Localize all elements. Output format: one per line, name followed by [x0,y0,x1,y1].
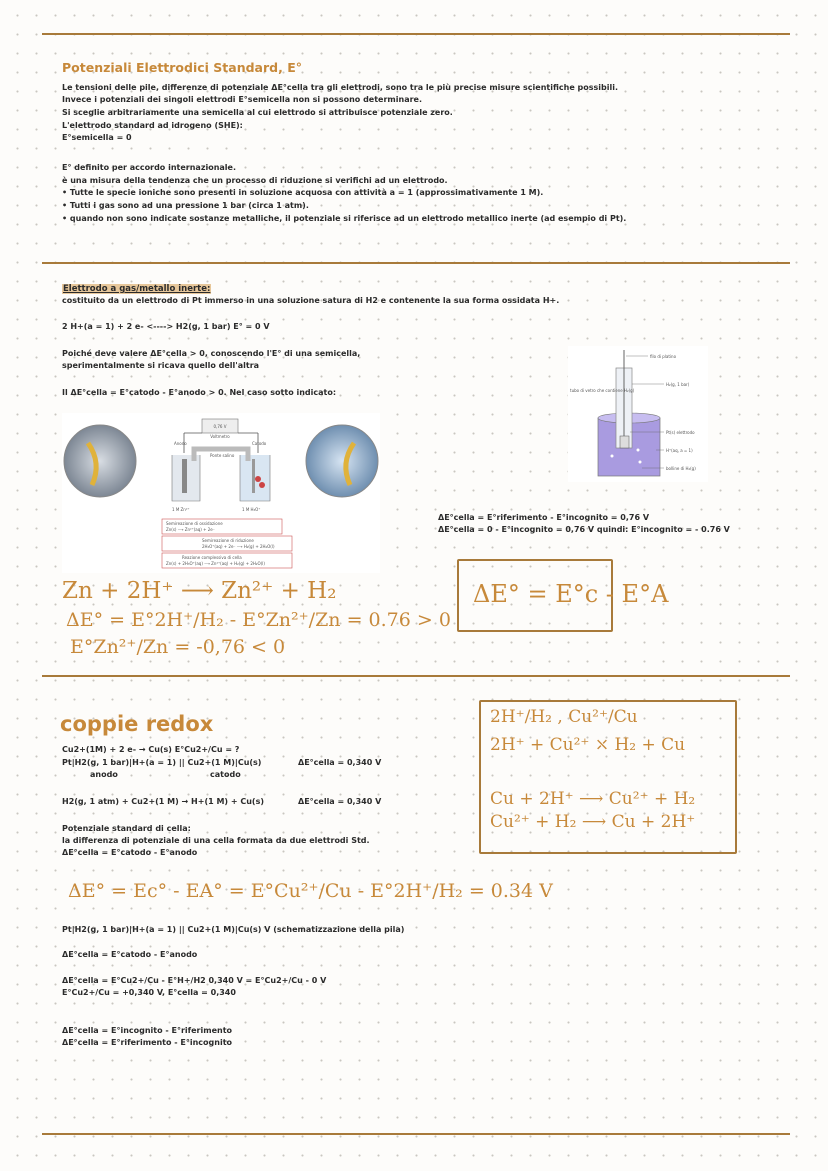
s1-line2-1: E° definito per accordo internazionale. [62,163,237,172]
fig2-label-5: H⁺(aq, a = 1) [666,448,693,453]
section1-title: Potenziali Elettrodici Standard, E° [62,60,302,75]
s1-line-3: Si sceglie arbitrariamente una semicella al cui elettrodo si attribuisce potenziale zero. [62,108,453,117]
s3-eq-3: ΔE°cella = E°Cu2+/Cu - E°H+/H2 0,340 V = E°Cu2+/Cu - 0 V [62,976,327,985]
s2-handwritten-2: ΔE° = E°2H⁺/H₂ - E°Zn²⁺/Zn = 0.76 > 0 [66,609,451,631]
s2-calc-1: ΔE°cella = E°riferimento - E°incognito = 0,76 V [438,513,650,522]
section2-title: Elettrodo a gas/metallo inerte: [63,284,211,294]
s1-line2-2: è una misura della tendenza che un processo di riduzione si verifichi ad un elettrodo. [62,176,448,185]
s2-reaction: 2 H+(a = 1) + 2 e- <----> H2(g, 1 bar) E° = 0 V [62,322,270,331]
galvanic-cell-figure [62,413,380,573]
s2-cell-rule: Il ΔE°cella = E°catodo - E°anodo > 0. Nel caso sotto indicato: [62,388,337,397]
top-divider [42,33,790,35]
s1-line-4: L'elettrodo standard ad idrogeno (SHE): [62,121,243,130]
fig-eq-ox: Zn(s) ⟶ Zn²⁺(aq) + 2e⁻ [166,527,215,532]
s1-line2-3: • Tutte le specie ioniche sono presenti in soluzione acquosa con attività a = 1 (approssimativamente 1 M). [62,188,544,197]
box-formula: ΔE° = E°c - E°A [473,580,669,608]
s1-line2-4: • Tutti i gas sono ad una pressione 1 bar (circa 1 atm). [62,201,309,210]
redox-box-line-4: Cu²⁺ + H₂ ⟶ Cu + 2H⁺ [490,812,696,832]
s1-line-1: Le tensioni delle pile, differenze di potenziale ΔE°cella tra gli elettrodi, sono tra le più precise misure scientifiche possibili. [62,83,619,92]
fig-voltage: 0,76 V [213,424,227,429]
bottom-divider [42,1133,790,1135]
fig-half-ox: Semireazione di ossidazione [166,521,223,526]
fig-zn-sol: 1 M Zn²⁺ [172,507,190,512]
fig2-label-2: H₂(g, 1 bar) [666,382,690,387]
s3-eq-5: ΔE°cella = E°incognito - E°riferimento [62,1026,233,1035]
s3-catodo: catodo [210,770,241,779]
s3-cell-1: Pt|H2(g, 1 bar)|H+(a = 1) || Cu2+(1 M)|Cu(s) [62,758,262,767]
divider-2 [42,675,790,677]
hydrogen-electrode-figure [568,346,708,482]
fig-h-sol: 1 M H₃O⁺ [242,507,261,512]
s3-rxn-1: Cu2+(1M) + 2 e- → Cu(s) E°Cu2+/Cu = ? [62,745,240,754]
fig-half-red: Semireazione di riduzione [202,538,254,543]
s3-anodo: anodo [90,770,118,779]
fig2-label-3: tubo di vetro che contiene H₂(g) [570,388,635,393]
redox-box-line-2: 2H⁺ + Cu²⁺ ⤬ H₂ + Cu [490,735,686,755]
divider-1 [42,262,790,264]
s2-line-1: Poiché deve valere ΔE°cella > 0, conoscendo l'E° di una semicella, [62,349,361,358]
s3-cell-1-value: ΔE°cella = 0,340 V [298,758,382,767]
s2-calc-2: ΔE°cella = 0 - E°incognito = 0,76 V quindi: E°incognito = - 0.76 V [438,525,730,534]
fig-overall: Reazione complessiva di cella [182,555,242,560]
s2-line-2: sperimentalmente si ricava quello dell'altra [62,361,260,370]
fig2-label-6: bolline di H₂(g) [666,466,696,471]
section3-title: coppie redox [60,712,214,736]
s3-cell-2: Pt|H2(g, 1 bar)|H+(a = 1) || Cu2+(1 M)|Cu(s) V (schematizzazione della pila) [62,925,405,934]
fig2-label-1: filo di platino [650,354,677,359]
fig-voltmeter: Voltmetro [210,434,230,439]
fig-anode: Anodo [174,441,187,446]
s1-line-5: E°semicella = 0 [62,133,132,142]
s1-line-2: Invece i potenziali dei singoli elettrodi E°semicella non si possono determinare. [62,95,423,104]
s3-def-eq: ΔE°cella = E°catodo - E°anodo [62,848,198,857]
fig2-label-4: Pt(s) elettrodo [666,430,695,435]
s3-eq-6: ΔE°cella = E°riferimento - E°incognito [62,1038,233,1047]
fig-cathode: Catodo [252,441,267,446]
s2-subtitle: costituito da un elettrodo di Pt immerso in una soluzione satura di H2 e contenente la sua forma ossidata H+. [62,296,560,305]
s3-def-title: Potenziale standard di cella: [62,824,191,833]
s1-line2-5: • quando non sono indicate sostanze metalliche, il potenziale si riferisce ad un elettrodo metallico inerte (ad esempio di Pt). [62,214,627,223]
s2-handwritten-3: E°Zn²⁺/Zn = -0,76 < 0 [70,636,286,658]
s3-rxn-2: H2(g, 1 atm) + Cu2+(1 M) → H+(1 M) + Cu(s) [62,797,264,806]
s3-def-text: la differenza di potenziale di una cella formata da due elettrodi Std. [62,836,370,845]
s3-eq-4: E°Cu2+/Cu = +0,340 V, E°cella = 0,340 [62,988,236,997]
galvanic-cell-drawing [62,413,380,573]
fig-bridge: Ponte salino [210,453,235,458]
s3-eq-2: ΔE°cella = E°catodo - E°anodo [62,950,198,959]
fig-eq-overall: Zn(s) + 2H₃O⁺(aq) ⟶ Zn²⁺(aq) + H₂(g) + 2H₂O(l) [166,561,265,566]
s2-handwritten-1: Zn + 2H⁺ ⟶ Zn²⁺ + H₂ [62,578,337,604]
s3-handwritten-formula: ΔE° = Ec° - EA° = E°Cu²⁺/Cu - E°2H⁺/H₂ = 0.34 V [68,880,553,902]
s3-rxn-2-value: ΔE°cella = 0,340 V [298,797,382,806]
hydrogen-electrode-drawing [568,346,708,482]
redox-box-line-1: 2H⁺/H₂ , Cu²⁺/Cu [490,707,638,727]
redox-box-line-3: Cu + 2H⁺ ⟶ Cu²⁺ + H₂ [490,789,696,809]
fig-eq-red: 2H₃O⁺(aq) + 2e⁻ ⟶ H₂(g) + 2H₂O(l) [202,544,275,549]
